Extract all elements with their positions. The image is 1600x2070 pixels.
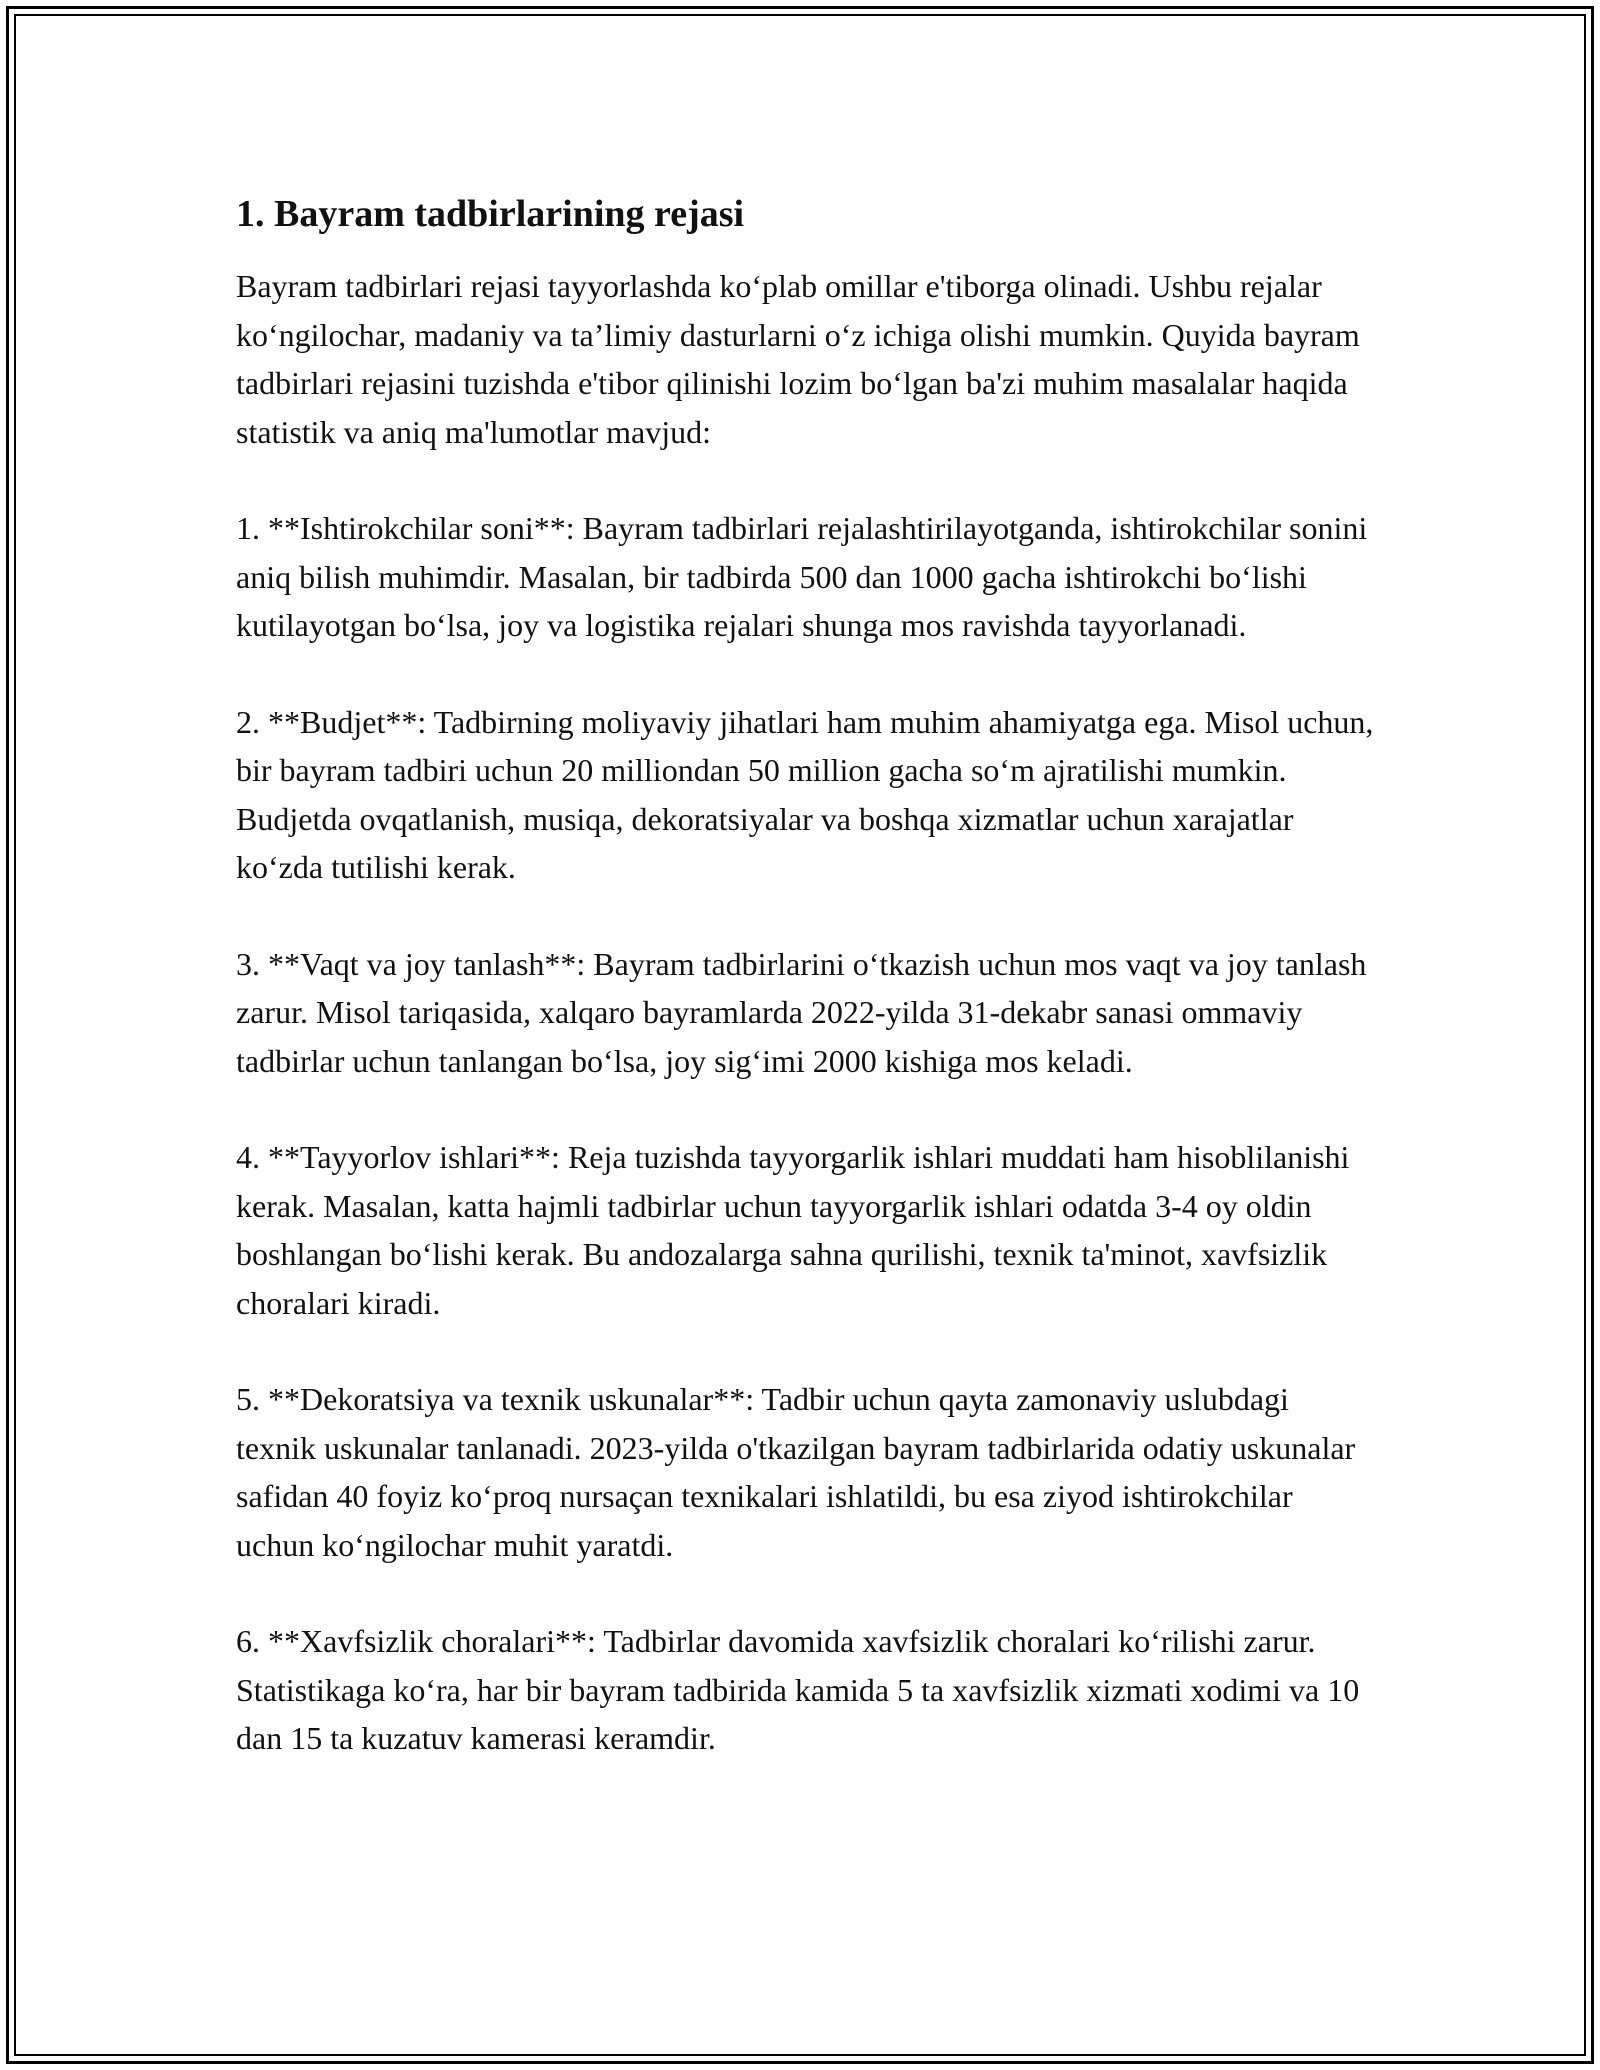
paragraph-preparation: 4. **Tayyorlov ishlari**: Reja tuzishda tayyorgarlik ishlari muddati ham hisoblilanishi kerak. Masalan, katta hajmli tadbirlar uchun tayyorgarlik ishlari odatda 3-4 oy oldin boshlangan boʻlishi kerak. Bu andozalarga sahna qurilishi, texnik ta'minot, xavfsizlik choralari kiradi. bbox=[236, 1139, 1350, 1321]
section-heading: 1. Bayram tadbirlarining rejasi bbox=[236, 193, 745, 235]
paragraph-decoration: 5. **Dekoratsiya va texnik uskunalar**: Tadbir uchun qayta zamonaviy uslubdagi texnik uskunalar tanlanadi. 2023-yilda o'tkazilgan bayram tadbirlarida odatiy uskunalar safidan 40 foyiz koʻproq nursaçan texnikalari ishlatildi, bu esa ziyod ishtirokchilar uchun koʻngilochar muhit yaratdi. bbox=[236, 1381, 1356, 1563]
paragraph-participants: 1. **Ishtirokchilar soni**: Bayram tadbirlari rejalashtirilayotganda, ishtirokchilar sonini aniq bilish muhimdir. Masalan, bir tadbirda 500 dan 1000 gacha ishtirokchi boʻlishi kutilayotgan boʻlsa, joy va logistika rejalari shunga mos ravishda tayyorlanadi. bbox=[236, 510, 1368, 643]
document-body bbox=[236, 188, 1376, 1811]
paragraph-security: 6. **Xavfsizlik choralari**: Tadbirlar davomida xavfsizlik choralari koʻrilishi zarur. Statistikaga koʻra, har bir bayram tadbirida kamida 5 ta xavfsizlik xizmati xodimi va 10 dan 15 ta kuzatuv kamerasi keramdir. bbox=[236, 1623, 1360, 1756]
paragraph-time-place: 3. **Vaqt va joy tanlash**: Bayram tadbirlarini oʻtkazish uchun mos vaqt va joy tanlash zarur. Misol tariqasida, xalqaro bayramlarda 2022-yilda 31-dekabr sanasi ommaviy tadbirlar uchun tanlangan boʻlsa, joy sigʻimi 2000 kishiga mos keladi. bbox=[236, 945, 1367, 1079]
paragraph-budget: 2. **Budjet**: Tadbirning moliyaviy jihatlari ham muhim ahamiyatga ega. Misol uchun, bir bayram tadbiri uchun 20 milliondan 50 million gacha soʻm ajratilishi mumkin. Budjetda ovqatlanish, musiqa, dekoratsiyalar va boshqa xizmatlar uchun xarajatlar koʻzda tutilishi kerak. bbox=[236, 703, 1374, 885]
intro-paragraph: Bayram tadbirlari rejasi tayyorlashda koʻplab omillar e'tiborga olinadi. Ushbu rejalar koʻngilochar, madaniy va taʼlimiy dasturlarni oʻz ichiga olishi mumkin. Quyida bayram tadbirlari rejasini tuzishda e'tibor qilinishi lozim boʻlgan ba'zi muhim masalalar haqida statistik va aniq ma'lumotlar mavjud: bbox=[236, 268, 1360, 450]
